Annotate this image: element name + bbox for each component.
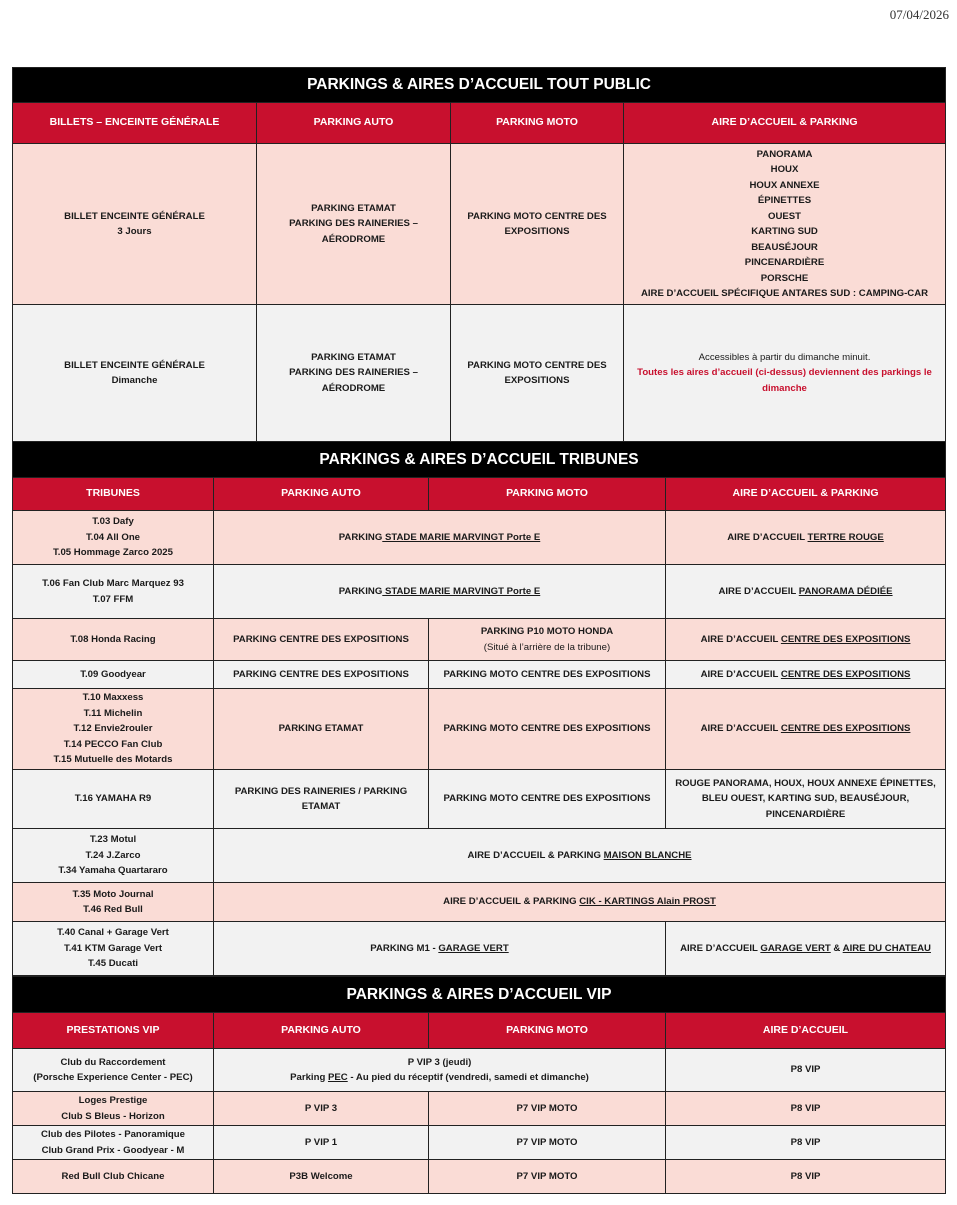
table-row	[13, 770, 946, 829]
areas-cell: PANORAMA HOUX HOUX ANNEXE ÉPINETTES OUEST KARTING SUD BEAUSÉJOUR PINCENARDIÈRE PORSCHE AIRE D’ACCUEIL SPÉCIFIQUE ANTARES SUD : CAMPING-CAR	[624, 144, 946, 305]
aire-cell: P8 VIP	[666, 1049, 946, 1092]
tribunes-title: PARKINGS & AIRES D’ACCUEIL TRIBUNES	[13, 442, 946, 478]
aire-link[interactable]: CENTRE DES EXPOSITIONS	[780, 723, 911, 735]
auto-cell: PARKING DES RAINERIES / PARKING ETAMAT	[214, 770, 429, 829]
auto-cell: P VIP 3	[214, 1092, 429, 1126]
auto-cell: PARKING ETAMAT PARKING DES RAINERIES – AÉRODROME	[257, 144, 451, 305]
table-row	[13, 619, 946, 661]
moto-cell: PARKING P10 MOTO HONDA (Situé à l’arrière de la tribune)	[429, 619, 666, 661]
vip-table	[12, 976, 946, 1194]
public-table	[12, 67, 946, 442]
aire-cell: AIRE D’ACCUEIL TERTRE ROUGE	[666, 511, 946, 565]
aire-link[interactable]: AIRE DU CHATEAU	[842, 942, 931, 954]
auto-cell: P3B Welcome	[214, 1160, 429, 1194]
aire-link[interactable]: MAISON BLANCHE	[603, 849, 692, 861]
table-row	[13, 689, 946, 770]
tribune-names: T.40 Canal + Garage Vert T.41 KTM Garage Vert T.45 Ducati	[13, 922, 214, 976]
table-row	[13, 661, 946, 689]
public-title: PARKINGS & AIRES D’ACCUEIL TOUT PUBLIC	[13, 68, 946, 103]
auto-cell: P VIP 1	[214, 1126, 429, 1160]
vip-names: Club des Pilotes - Panoramique Club Grand Prix - Goodyear - M	[13, 1126, 214, 1160]
table-row	[13, 829, 946, 883]
auto-cell: PARKING CENTRE DES EXPOSITIONS	[214, 619, 429, 661]
table-row	[13, 1126, 946, 1160]
table-row	[13, 883, 946, 922]
aire-link[interactable]: GARAGE VERT	[760, 942, 831, 954]
vip-names: Red Bull Club Chicane	[13, 1160, 214, 1194]
aire-link[interactable]: CENTRE DES EXPOSITIONS	[780, 668, 911, 680]
table-row	[13, 922, 946, 976]
public-header-aire: AIRE D’ACCUEIL & PARKING	[624, 103, 946, 144]
parking-link[interactable]: GARAGE VERT	[438, 942, 509, 954]
tribune-names: T.09 Goodyear	[13, 661, 214, 689]
parking-cell: PARKING STADE MARIE MARVINGT Porte E	[214, 565, 666, 619]
aire-link[interactable]: PANORAMA DÉDIÉE	[798, 585, 893, 597]
vip-title: PARKINGS & AIRES D’ACCUEIL VIP	[13, 977, 946, 1013]
moto-cell: PARKING MOTO CENTRE DES EXPOSITIONS	[429, 689, 666, 770]
aire-cell: P8 VIP	[666, 1160, 946, 1194]
aire-link[interactable]: CIK - KARTINGS Alain PROST	[579, 896, 716, 908]
vip-header-moto: PARKING MOTO	[429, 1013, 666, 1049]
tribunes-header-tribunes: TRIBUNES	[13, 478, 214, 511]
tribune-names: T.35 Moto Journal T.46 Red Bull	[13, 883, 214, 922]
aire-parking-cell: AIRE D’ACCUEIL & PARKING MAISON BLANCHE	[214, 829, 946, 883]
public-header-tickets: BILLETS – ENCEINTE GÉNÉRALE	[13, 103, 257, 144]
table-row	[13, 144, 946, 305]
table-row	[13, 1092, 946, 1126]
aire-link[interactable]: TERTRE ROUGE	[807, 531, 884, 543]
table-row	[13, 305, 946, 442]
table-row	[13, 511, 946, 565]
ticket-cell: BILLET ENCEINTE GÉNÉRALE 3 Jours	[13, 144, 257, 305]
tribune-names: T.03 Dafy T.04 All One T.05 Hommage Zarco 2025	[13, 511, 214, 565]
public-header-moto: PARKING MOTO	[451, 103, 624, 144]
aire-cell: ROUGE PANORAMA, HOUX, HOUX ANNEXE ÉPINETTES, BLEU OUEST, KARTING SUD, BEAUSÉJOUR, PINCENARDIÈRE	[666, 770, 946, 829]
tribune-names: T.06 Fan Club Marc Marquez 93 T.07 FFM	[13, 565, 214, 619]
moto-cell: PARKING MOTO CENTRE DES EXPOSITIONS	[451, 144, 624, 305]
aire-parking-cell: AIRE D’ACCUEIL & PARKING CIK - KARTINGS Alain PROST	[214, 883, 946, 922]
tribune-names: T.08 Honda Racing	[13, 619, 214, 661]
moto-cell: PARKING MOTO CENTRE DES EXPOSITIONS	[429, 770, 666, 829]
vip-header-aire: AIRE D’ACCUEIL	[666, 1013, 946, 1049]
tribunes-header-moto: PARKING MOTO	[429, 478, 666, 511]
public-header-auto: PARKING AUTO	[257, 103, 451, 144]
ticket-cell: BILLET ENCEINTE GÉNÉRALE Dimanche	[13, 305, 257, 442]
moto-cell: P7 VIP MOTO	[429, 1092, 666, 1126]
note-cell: Accessibles à partir du dimanche minuit. Toutes les aires d’accueil (ci-dessus) deviennent des parkings le dimanche	[624, 305, 946, 442]
tribunes-table	[12, 441, 946, 976]
tribune-names: T.10 Maxxess T.11 Michelin T.12 Envie2rouler T.14 PECCO Fan Club T.15 Mutuelle des Motards	[13, 689, 214, 770]
moto-cell: PARKING MOTO CENTRE DES EXPOSITIONS	[429, 661, 666, 689]
aire-cell: AIRE D’ACCUEIL CENTRE DES EXPOSITIONS	[666, 619, 946, 661]
vip-header-auto: PARKING AUTO	[214, 1013, 429, 1049]
auto-cell: PARKING CENTRE DES EXPOSITIONS	[214, 661, 429, 689]
note-red-text: Toutes les aires d’accueil (ci-dessus) deviennent des parkings le	[637, 367, 932, 379]
note-text: Accessibles à partir du dimanche minuit.	[698, 351, 871, 363]
print-date: 07/04/2026	[889, 7, 949, 22]
aire-cell: P8 VIP	[666, 1126, 946, 1160]
parking-cell: P VIP 3 (jeudi) Parking PEC - Au pied du réceptif (vendredi, samedi et dimanche)	[214, 1049, 666, 1092]
auto-cell: PARKING ETAMAT	[214, 689, 429, 770]
tribunes-header-aire: AIRE D’ACCUEIL & PARKING	[666, 478, 946, 511]
aire-cell: AIRE D’ACCUEIL PANORAMA DÉDIÉE	[666, 565, 946, 619]
tribune-names: T.16 YAMAHA R9	[13, 770, 214, 829]
tribune-names: T.23 Motul T.24 J.Zarco T.34 Yamaha Quartararo	[13, 829, 214, 883]
parking-link[interactable]: STADE MARIE MARVINGT Porte E	[382, 585, 541, 597]
tribunes-header-auto: PARKING AUTO	[214, 478, 429, 511]
aire-cell: AIRE D’ACCUEIL CENTRE DES EXPOSITIONS	[666, 661, 946, 689]
aire-cell: P8 VIP	[666, 1092, 946, 1126]
parking-cell: PARKING M1 - GARAGE VERT	[214, 922, 666, 976]
parking-link[interactable]: STADE MARIE MARVINGT Porte E	[382, 531, 541, 543]
moto-cell: PARKING MOTO CENTRE DES EXPOSITIONS	[451, 305, 624, 442]
table-row	[13, 565, 946, 619]
parking-link[interactable]: PEC	[327, 1072, 348, 1083]
aire-cell: AIRE D’ACCUEIL CENTRE DES EXPOSITIONS	[666, 689, 946, 770]
table-row	[13, 1160, 946, 1194]
aire-link[interactable]: CENTRE DES EXPOSITIONS	[780, 633, 911, 645]
vip-header-prestations: PRESTATIONS VIP	[13, 1013, 214, 1049]
parking-cell: PARKING STADE MARIE MARVINGT Porte E	[214, 511, 666, 565]
vip-names: Loges Prestige Club S Bleus - Horizon	[13, 1092, 214, 1126]
auto-cell: PARKING ETAMAT PARKING DES RAINERIES – AÉRODROME	[257, 305, 451, 442]
aire-cell: AIRE D’ACCUEIL GARAGE VERT & AIRE DU CHATEAU	[666, 922, 946, 976]
moto-cell: P7 VIP MOTO	[429, 1126, 666, 1160]
vip-names: Club du Raccordement (Porsche Experience Center - PEC)	[13, 1049, 214, 1092]
moto-cell: P7 VIP MOTO	[429, 1160, 666, 1194]
table-row	[13, 1049, 946, 1092]
